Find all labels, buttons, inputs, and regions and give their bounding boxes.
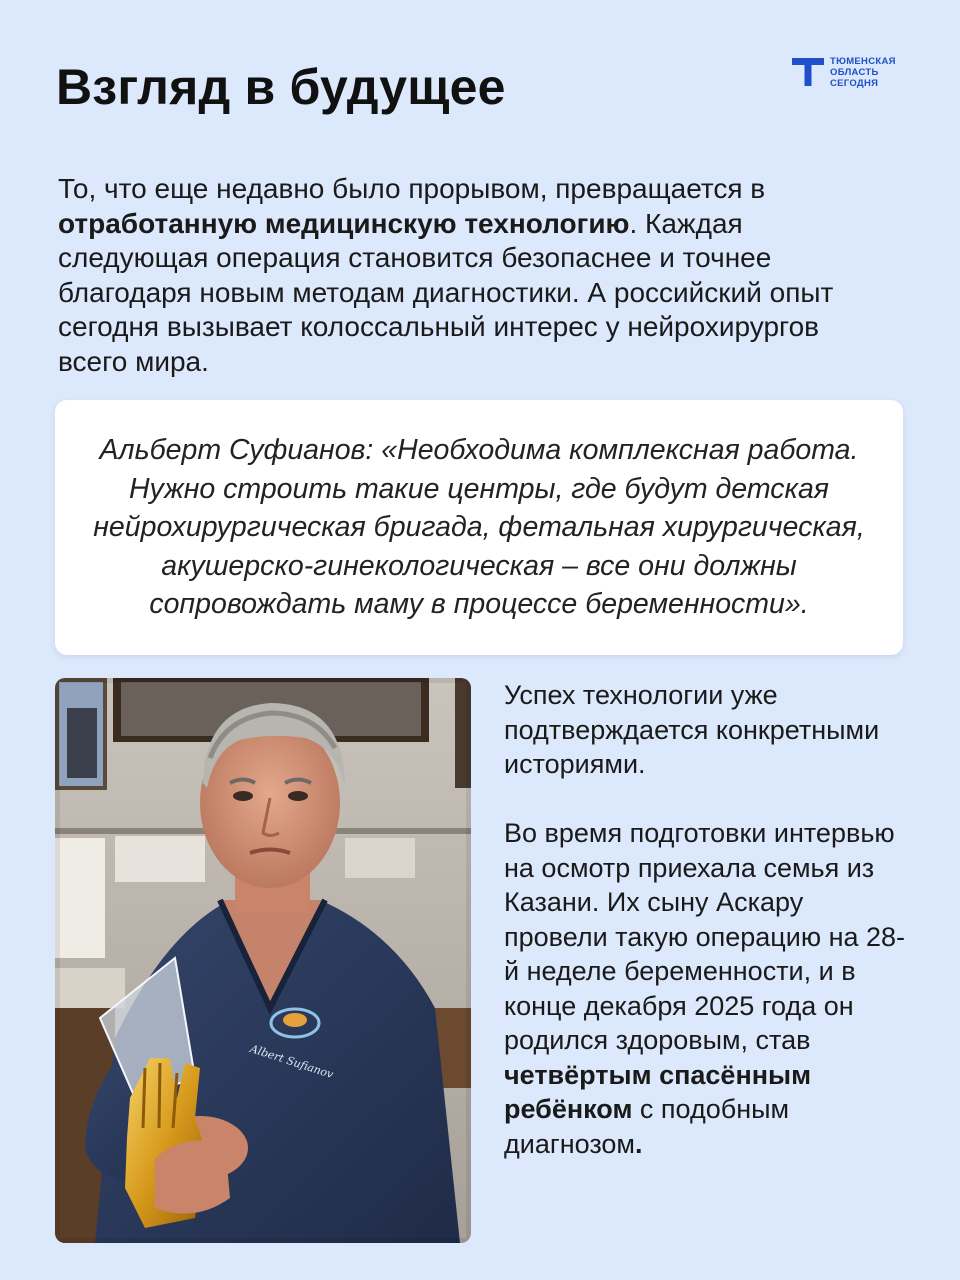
side-paragraph-2 (504, 816, 914, 1161)
side-text-end: . (634, 1128, 643, 1159)
t-logo-icon (792, 56, 824, 88)
intro-paragraph (58, 172, 878, 379)
logo-line-2: ОБЛАСТЬ (830, 67, 879, 78)
page-title: Взгляд в будущее (56, 59, 506, 115)
surgeon-portrait-image (55, 678, 471, 1243)
side-text-1: Во время подготовки интервью на осмотр приехала семья из Казани. Их сыну Аскару провели такую операцию на 28-й неделе беременности, и в конце декабря 2025 года он родился здоровым, став (504, 818, 906, 1055)
intro-bold-text: отработанную медицинскую технологию (58, 207, 630, 239)
surgeon-photo (55, 678, 471, 1243)
intro-text-1: То, что еще недавно было прорывом, превращается в (58, 173, 766, 204)
logo-text (830, 56, 896, 89)
side-paragraph-1: Успех технологии уже подтверждается конкретными историями. (504, 680, 880, 779)
brand-logo (792, 56, 896, 89)
side-text-block (504, 678, 914, 1161)
side-text-2: с подобным диагнозом (504, 1094, 790, 1159)
intro-text-2: . Каждая следующая операция становится безопаснее и точнее благодаря новым методам диагностики. А российский опыт сегодня вызывает колоссальный интерес у нейрохирургов всего мира. (58, 207, 834, 377)
side-bold-text: четвёртым спасённым ребёнком (504, 1059, 812, 1124)
logo-line-1: ТЮМЕНСКАЯ (830, 56, 896, 67)
quote-card (55, 400, 903, 655)
scrub-badge-text: Albert Sufianov (248, 1042, 335, 1082)
quote-text: Альберт Суфианов: «Необходима комплексная работа. Нужно строить такие центры, где будут детская нейрохирургическая бригада, фетальная хирургическая, акушерско-гинекологическая – все они должны сопровождать маму в процессе беременности». (93, 434, 865, 621)
logo-line-3: СЕГОДНЯ (830, 78, 879, 89)
